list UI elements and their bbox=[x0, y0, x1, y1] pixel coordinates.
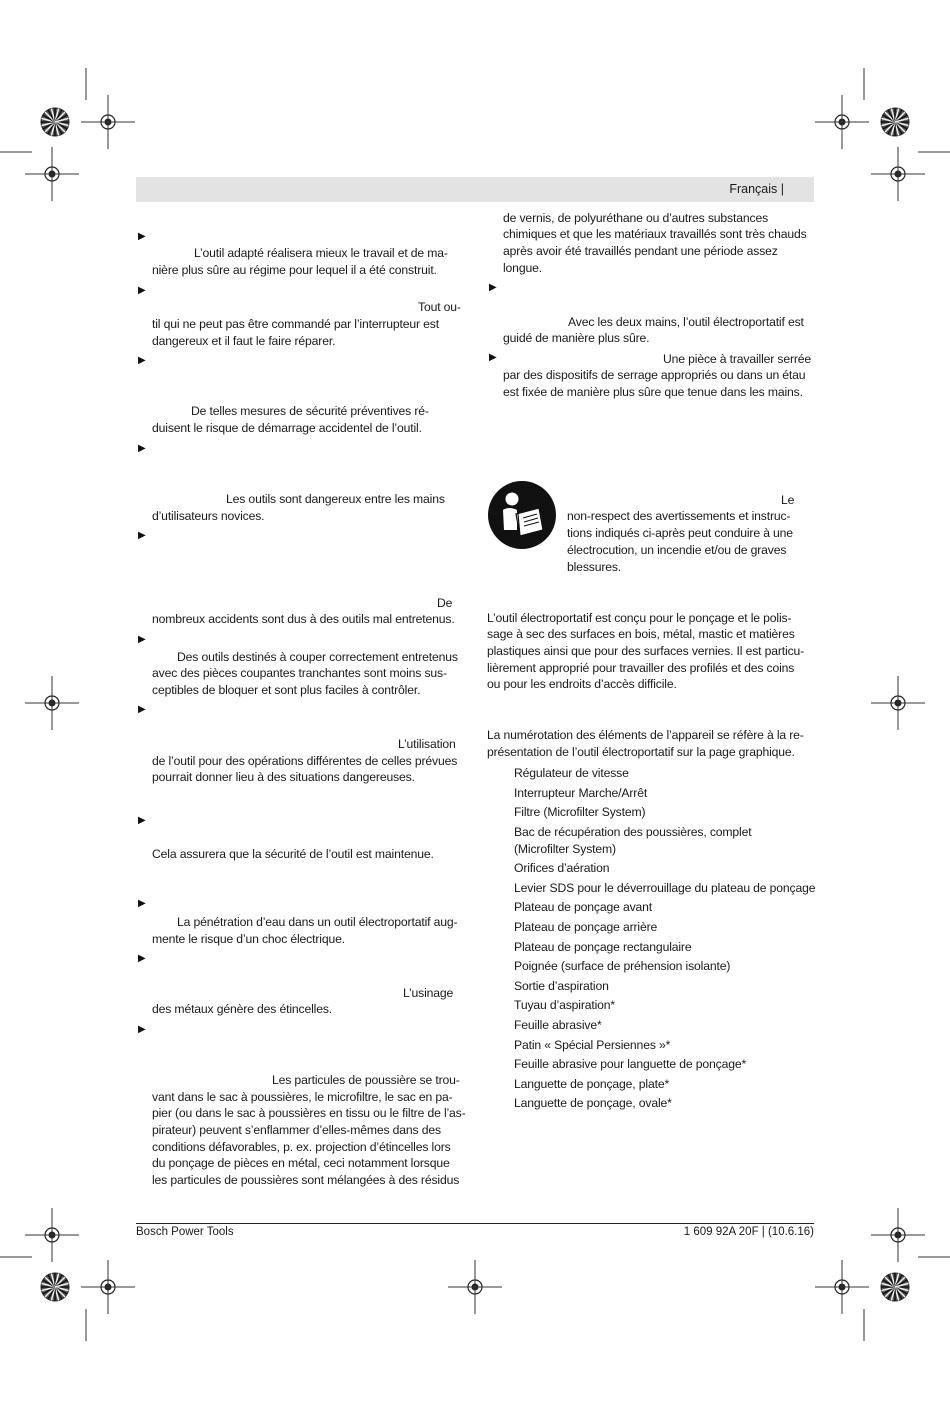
footer-doc-id: 1 609 92A 20F | (10.6.16) bbox=[683, 1226, 814, 1238]
paragraph-text: De bbox=[437, 596, 453, 610]
paragraph-text: chimiques et que les matériaux travaillés sont très chauds bbox=[503, 227, 807, 241]
paragraph-text: pourrait donner lieu à des situations dangereuses. bbox=[152, 770, 415, 784]
bullet-icon: ▶ bbox=[489, 282, 497, 293]
paragraph-text: nière plus sûre au régime pour lequel il a été construit. bbox=[152, 263, 437, 277]
paragraph-text: pirateur) peuvent s’enflammer d’elles-mêmes dans des bbox=[152, 1123, 441, 1137]
paragraph-text: duisent le risque de démarrage accidentel de l’outil. bbox=[152, 421, 422, 435]
paragraph-text: L’usinage bbox=[403, 986, 454, 1000]
warning-text: tions indiqués ci-après peut conduire à une bbox=[567, 526, 793, 540]
bullet-icon: ▶ bbox=[138, 530, 146, 541]
paragraph-text: dangereux et il faut le faire réparer. bbox=[152, 334, 336, 348]
paragraph-text: til qui ne peut pas être commandé par l’interrupteur est bbox=[152, 317, 439, 331]
registration-star-icon bbox=[41, 108, 69, 136]
bullet-icon: ▶ bbox=[138, 231, 146, 242]
paragraph-text: de l’outil pour des opérations différentes de celles prévues bbox=[152, 754, 458, 768]
paragraph-text: ou pour les endroits d’accès difficile. bbox=[487, 677, 677, 691]
list-item: Levier SDS pour le déverrouillage du plateau de ponçage bbox=[514, 880, 816, 895]
paragraph-text: mente le risque d’un choc électrique. bbox=[152, 932, 345, 946]
list-item: Languette de ponçage, ovale* bbox=[514, 1096, 672, 1111]
paragraph-text: Avec les deux mains, l’outil électroportatif est bbox=[568, 315, 804, 329]
warning-text: électrocution, un incendie et/ou de graves bbox=[567, 543, 787, 557]
list-item: Bac de récupération des poussières, complet bbox=[514, 824, 752, 839]
bullet-icon: ▶ bbox=[138, 443, 146, 454]
header-language-label: Français | bbox=[729, 182, 784, 196]
paragraph-text: Les outils sont dangereux entre les mains bbox=[226, 492, 445, 506]
list-item: Poignée (surface de préhension isolante) bbox=[514, 959, 731, 974]
paragraph-text: lièrement approprié pour travailler des profilés et des coins bbox=[487, 661, 795, 675]
paragraph-text: longue. bbox=[503, 261, 542, 275]
list-item: Filtre (Microfilter System) bbox=[514, 805, 646, 820]
paragraph-text: des métaux génère des étincelles. bbox=[152, 1002, 333, 1016]
bullet-icon: ▶ bbox=[138, 704, 146, 715]
list-item: Sortie d’aspiration bbox=[514, 978, 609, 993]
registration-star-icon bbox=[41, 1273, 69, 1301]
paragraph-text: d’utilisateurs novices. bbox=[152, 509, 265, 523]
bullet-icon: ▶ bbox=[138, 953, 146, 964]
bullet-icon: ▶ bbox=[489, 352, 497, 363]
bullet-icon: ▶ bbox=[138, 898, 146, 909]
paragraph-text: La numérotation des éléments de l’appareil se réfère à la re- bbox=[487, 728, 804, 742]
bullet-icon: ▶ bbox=[138, 815, 146, 826]
bullet-icon: ▶ bbox=[138, 285, 146, 296]
paragraph-text: L’outil adapté réalisera mieux le travail et de ma- bbox=[194, 246, 448, 260]
paragraph-text: De telles mesures de sécurité préventives ré- bbox=[191, 404, 429, 418]
paragraph-text: Cela assurera que la sécurité de l’outil est maintenue. bbox=[152, 847, 434, 861]
registration-star-icon bbox=[881, 108, 909, 136]
bullet-icon: ▶ bbox=[138, 355, 146, 366]
paragraph-text: guidé de manière plus sûre. bbox=[503, 331, 650, 345]
registration-star-icon bbox=[881, 1273, 909, 1301]
paragraph-text: nombreux accidents sont dus à des outils mal entretenus. bbox=[152, 612, 455, 626]
bullet-icon: ▶ bbox=[138, 1024, 146, 1035]
paragraph-text: avec des pièces coupantes tranchantes sont moins sus- bbox=[152, 666, 447, 680]
list-item: Régulateur de vitesse bbox=[514, 766, 629, 780]
paragraph-text: vant dans le sac à poussières, le microfiltre, le sac en pa- bbox=[152, 1090, 453, 1104]
paragraph-text: La pénétration d’eau dans un outil électroportatif aug- bbox=[177, 915, 458, 929]
paragraph-text: L’utilisation bbox=[398, 737, 456, 751]
list-item: Patin « Spécial Persiennes »* bbox=[514, 1037, 671, 1052]
list-item: Plateau de ponçage avant bbox=[514, 900, 653, 915]
paragraph-text: plastiques ainsi que pour des surfaces vernies. Il est particu- bbox=[487, 644, 805, 658]
list-item: (Microfilter System) bbox=[514, 841, 616, 856]
warning-text: non-respect des avertissements et instruc- bbox=[567, 509, 791, 523]
paragraph-text: Les particules de poussière se trou- bbox=[272, 1073, 460, 1087]
list-item: Orifices d’aération bbox=[514, 861, 610, 876]
list-item: Feuille abrasive* bbox=[514, 1017, 602, 1032]
paragraph-text: les particules de poussières sont mélangées à des résidus bbox=[152, 1173, 460, 1187]
paragraph-text: Une pièce à travailler serrée bbox=[663, 352, 812, 366]
list-item: Interrupteur Marche/Arrêt bbox=[514, 785, 648, 800]
warning-text: Le bbox=[781, 493, 795, 507]
paragraph-text: du ponçage de pièces en métal, ceci notamment lorsque bbox=[152, 1156, 450, 1170]
paragraph-text: de vernis, de polyuréthane ou d’autres substances bbox=[503, 211, 769, 225]
paragraph-text: par des dispositifs de serrage appropriés ou dans un étau bbox=[503, 368, 806, 382]
paragraph-text: sage à sec des surfaces en bois, métal, mastic et matières bbox=[487, 627, 795, 641]
paragraph-text: après avoir été travaillés pendant une période assez bbox=[503, 244, 778, 258]
footer-publisher: Bosch Power Tools bbox=[136, 1226, 234, 1238]
list-item: Feuille abrasive pour languette de ponçage* bbox=[514, 1057, 747, 1072]
bullet-icon: ▶ bbox=[138, 634, 146, 645]
paragraph-text: est fixée de manière plus sûre que tenue dans les mains. bbox=[503, 385, 803, 399]
paragraph-text: ceptibles de bloquer et sont plus faciles à contrôler. bbox=[152, 683, 421, 697]
list-item: Plateau de ponçage arrière bbox=[514, 919, 658, 934]
paragraph-text: Des outils destinés à couper correctement entretenus bbox=[177, 650, 458, 664]
paragraph-text: Tout ou- bbox=[418, 300, 461, 314]
paragraph-text: L’outil électroportatif est conçu pour le ponçage et le polis- bbox=[487, 611, 792, 625]
paragraph-text: présentation de l’outil électroportatif sur la page graphique. bbox=[487, 745, 795, 759]
list-item: Languette de ponçage, plate* bbox=[514, 1076, 670, 1091]
warning-text: blessures. bbox=[567, 560, 622, 574]
list-item: Tuyau d’aspiration* bbox=[514, 998, 616, 1013]
paragraph-text: conditions défavorables, p. ex. projection d’étincelles lors bbox=[152, 1140, 451, 1154]
list-item: Plateau de ponçage rectangulaire bbox=[514, 939, 692, 954]
paragraph-text: pier (ou dans le sac à poussières en tissu ou le filtre de l’as- bbox=[152, 1106, 466, 1120]
